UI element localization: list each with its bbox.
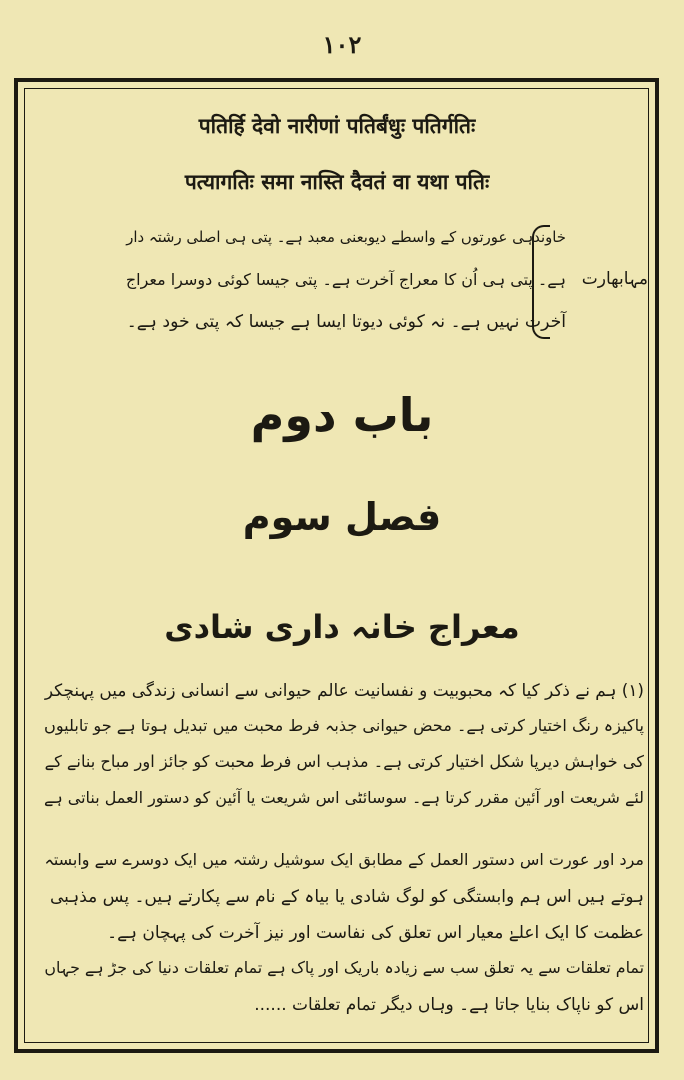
sanskrit-verse-line-2: पत्यागतिः समा नास्ति दैवतं वा यथा पतिः (184, 170, 490, 194)
paragraph-line: (۱) ہم نے ذکر کیا کہ محبوبیت و نفسانیت عالم حیوانی سے انسانی زندگی میں پہنچکر (44, 680, 644, 700)
paragraph-line: ہوتے ہیں اس ہم وابستگی کو لوگ شادی یا بیاہ کے نام سے پکارتے ہیں۔ پس مذہبی (49, 887, 644, 907)
paragraph-line: تمام تعلقات سے یہ تعلق سب سے زیادہ باریک اور پاک ہے تمام تعلقات دنیا کی جڑ ہے جہاں (44, 958, 644, 977)
sanskrit-verse-line-1: पतिर्हि देवो नारीणां पतिर्बंधुः पतिर्गतिः (198, 114, 476, 138)
chapter-title: باب دوم (250, 388, 434, 442)
paragraph-line: لئے شریعت اور آئین مقرر کرتا ہے۔ سوسائٹی اس شریعت یا آئین کو دستور العمل بناتی ہے (44, 788, 644, 807)
topic-title: معراج خانہ داری شادی (164, 608, 520, 646)
verse-source-label: مہابھارت (581, 269, 648, 289)
paragraph-line: اس کو ناپاک بنایا جاتا ہے۔ وہاں دیگر تمام تعلقات ...... (254, 995, 644, 1015)
verse-translation-line-3: آخرت نہیں ہے۔ نہ کوئی دیوتا ایسا ہے جیسا کہ پتی خود ہے۔ (126, 312, 566, 332)
paragraph-line: مرد اور عورت اس دستور العمل کے مطابق ایک سوشیل رشتہ میں ایک دوسرے سے وابستہ (44, 850, 644, 869)
section-title: فصل سوم (242, 495, 442, 539)
paragraph-line: عظمت کا ایک اعلےٰ معیار اس تعلق کی نفاست اور نیز آخرت کی پہچان ہے۔ (107, 923, 644, 943)
verse-translation-line-2: ہے۔ پتی ہی اُن کا معراج آخرت ہے۔ پتی جیسا کوئی دوسرا معراج (125, 270, 566, 289)
page-number: ۱۰۲ (322, 30, 362, 59)
paragraph-line: کی خواہش دیرپا شکل اختیار کرتی ہے۔ مذہب اس فرط محبت کو جائز اور مباح بنانے کے (44, 752, 644, 771)
paragraph-line: پاکیزہ رنگ اختیار کرتی ہے۔ محض حیوانی جذبہ فرط محبت میں تبدیل ہوتا ہے جو تابلیوں (44, 716, 644, 735)
verse-translation-line-1: خاوندہی عورتوں کے واسطے دیوبعنی معبد ہے۔ پتی ہی اصلی رشتہ دار (126, 228, 566, 246)
